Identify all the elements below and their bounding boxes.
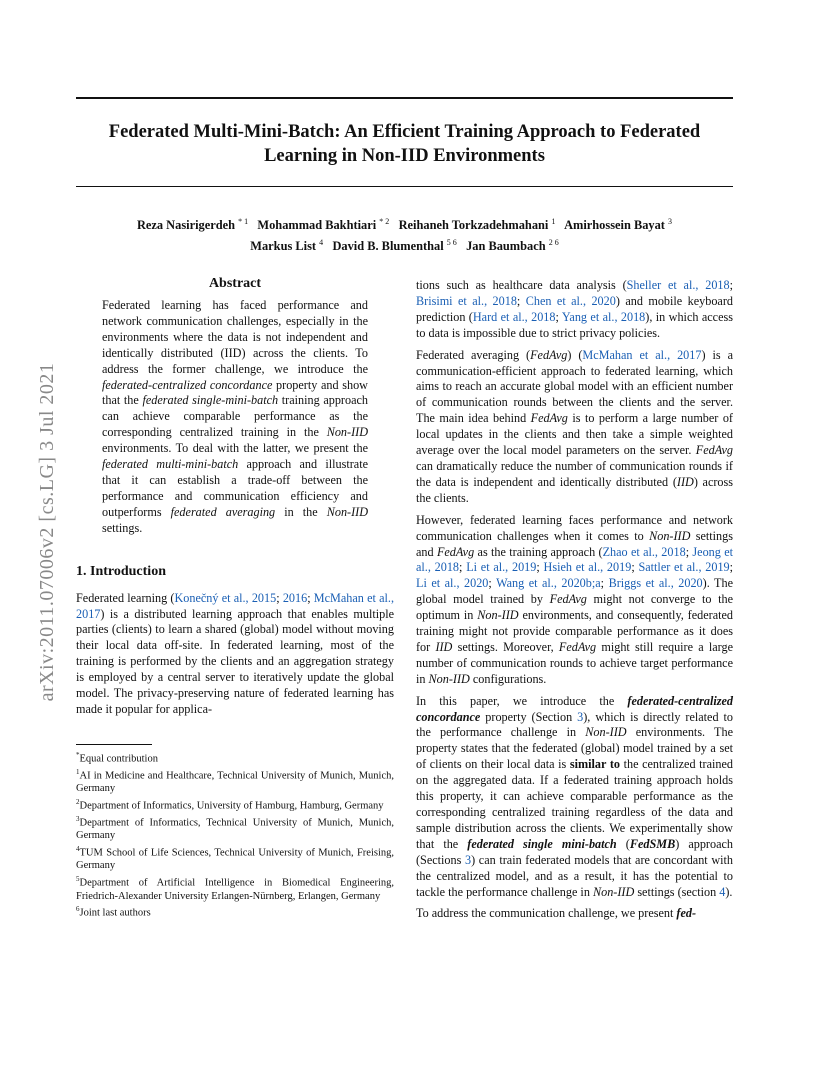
author-list: [76, 213, 733, 255]
citation-link[interactable]: Brisimi et al., 2018: [416, 293, 517, 308]
citation-link[interactable]: McMahan et al., 2017: [582, 347, 702, 362]
footnote-rule: [76, 744, 152, 745]
left-column: [76, 274, 394, 920]
citation-link[interactable]: Zhao et al., 2018: [602, 544, 686, 559]
intro-paragraph: Federated learning (Konečný et al., 2015; 2016; McMahan et al., 2017) is a distributed learning approach that enables multiple parties (clients) to learn a shared (global) model without moving their local data off-site. In federated learning, most of the training is performed by the clients and an aggregation strategy is employed by a central server to iteratively update the global model. The privacy-preserving nature of federated learning has made it popular for applica-: [76, 590, 395, 716]
author-affiliation: 1: [551, 217, 556, 226]
author-name: Jan Baumbach: [466, 239, 546, 254]
footnote: $^6$Joint last authors: [76, 904, 151, 919]
citation-link[interactable]: Jeong et al., 2018: [416, 544, 733, 575]
footnote: $^3$Department of Informatics, Technical University of Munich, Munich, Germany: [76, 814, 394, 842]
author-affiliation: 2 6: [548, 238, 559, 248]
footnote: $^2$Department of Informatics, University of Hamburg, Hamburg, Germany: [76, 797, 384, 812]
citation-link[interactable]: Konečný et al., 2015: [174, 590, 277, 605]
citation-link[interactable]: Briggs et al., 2020: [608, 576, 703, 591]
author-name: Reihaneh Torkzadehmahani: [398, 218, 549, 233]
body-paragraph: In this paper, we introduce the federated-centralized concordance property (Section 3), which is directly related to the performance challenge in Non-IID environments. The property states that the federated (global) model trained by a set of clients on their local data is similar to the centralized trained on the aggregated data. If a federated training approach holds this property, it can achieve comparable performance as the corresponding centralized training regardless of the data and sample distribution across the clients. We experimentally show that the federated single mini-batch (FedSMB) approach (Sections 3) can train federated models that are concordant with the centralized model, and as a result, it has the potential to tackle the performance challenge in Non-IID settings (section 4).: [416, 693, 734, 899]
author-affiliation: * 2: [379, 217, 390, 226]
abstract-heading: Abstract: [208, 276, 262, 291]
author-affiliation: 4: [319, 238, 324, 248]
abstract-body: Federated learning has faced performance and network communication challenges, especially in the environments where the data is not independent and identically distributed (IID) across the clients. To address the former challenge, we introduce the federated-centralized concordance property and show that the federated single-mini-batch training approach can achieve comparable performance as the corresponding centralized training in the Non-IID environments. To deal with the latter, we present the federated multi-mini-batch approach and illustrate that it can establish a trade-off between the performance and communication efficiency and outperforms federated averaging in the Non-IID settings.: [102, 298, 369, 535]
author-affiliation: 5 6: [446, 238, 457, 248]
footnotes: [76, 749, 394, 920]
footnote: *Equal contribution: [76, 750, 158, 765]
author-name: Mohammad Bakhtiari: [257, 218, 377, 233]
paper-title: [76, 120, 733, 168]
citation-link[interactable]: McMahan et al., 2017: [76, 590, 395, 621]
footnote: $^1$AI in Medicine and Healthcare, Technical University of Munich, Munich, Germany: [76, 767, 394, 795]
author-name: Markus List: [250, 239, 317, 254]
author-name: Reza Nasirigerdeh: [136, 218, 236, 233]
right-column: [416, 278, 733, 928]
author-name: David B. Blumenthal: [332, 239, 444, 254]
body-paragraph: However, federated learning faces performance and network communication challenges when it comes to Non-IID settings and FedAvg as the training approach (Zhao et al., 2018; Jeong et al., 2018; Li et al., 2019; Hsieh et al., 2019; Sattler et al., 2019; Li et al., 2020; Wang et al., 2020b;a; Briggs et al., 2020). The global model trained by FedAvg might not converge to the optimum in Non-IID environments, and consequently, federated training might not provide comparable performance as it does for IID settings. Moreover, FedAvg might still require a large number of communication rounds to achieve target performance in Non-IID configurations.: [416, 512, 734, 686]
citation-link[interactable]: Chen et al., 2020: [525, 293, 616, 308]
citation-link[interactable]: Sattler et al., 2019: [638, 560, 730, 575]
arxiv-stamp: arXiv:2011.07006v2 [cs.LG] 3 Jul 2021: [36, 362, 58, 702]
citation-link[interactable]: Li et al., 2019: [466, 560, 537, 575]
body-paragraph: Federated averaging (FedAvg) (McMahan et al., 2017) is a communication-efficient approach to federated learning, which aims to reach an accurate global model with an efficient number of communication rounds between the clients and the server. The main idea behind FedAvg is to perform a large number of local updates in the clients and then take a simple weighted average over the local model parameters on the server. FedAvg can dramatically reduce the number of communication rounds if the data is independent and identically distributed (IID) across the clients.: [416, 347, 734, 505]
citation-link[interactable]: Hard et al., 2018: [472, 309, 556, 324]
citation-link[interactable]: Hsieh et al., 2019: [543, 560, 632, 575]
author-affiliation: * 1: [238, 217, 249, 226]
author-line-2: [76, 234, 733, 255]
section-heading-introduction: 1. Introduction: [76, 563, 166, 579]
section-link[interactable]: 4: [719, 884, 726, 899]
title-line-1: Federated Multi-Mini-Batch: An Efficient Training Approach to Federated: [108, 122, 701, 142]
citation-link[interactable]: Li et al., 2020: [416, 576, 489, 591]
title-rule-bottom: [76, 186, 733, 187]
footnote: $^4$TUM School of Life Sciences, Technical University of Munich, Freising, Germany: [76, 844, 394, 872]
author-line-1: [76, 213, 733, 234]
author-name: Amirhossein Bayat: [564, 218, 665, 233]
citation-link[interactable]: Wang et al., 2020b;a: [496, 576, 601, 591]
body-paragraph: tions such as healthcare data analysis (Sheller et al., 2018; Brisimi et al., 2018; Chen et al., 2020) and mobile keyboard prediction (Hard et al., 2018; Yang et al., 2018), in which access to data is impossible due to strict privacy policies.: [416, 278, 733, 340]
title-rule-top: [76, 97, 733, 99]
footnote: $^5$Department of Artificial Intelligence in Biomedical Engineering, Friedrich-Alexander University Erlangen-Nürnberg, Erlangen, Germany: [76, 874, 394, 902]
citation-link[interactable]: 2016: [282, 590, 308, 605]
body-paragraph: To address the communication challenge, we present fed-: [416, 906, 697, 921]
citation-link[interactable]: Sheller et al., 2018: [626, 278, 730, 292]
section-link[interactable]: 3: [465, 852, 472, 867]
author-affiliation: 3: [668, 217, 673, 226]
section-link[interactable]: 3: [577, 709, 584, 724]
title-line-2: Learning in Non-IID Environments: [264, 146, 545, 166]
citation-link[interactable]: Yang et al., 2018: [561, 309, 646, 324]
